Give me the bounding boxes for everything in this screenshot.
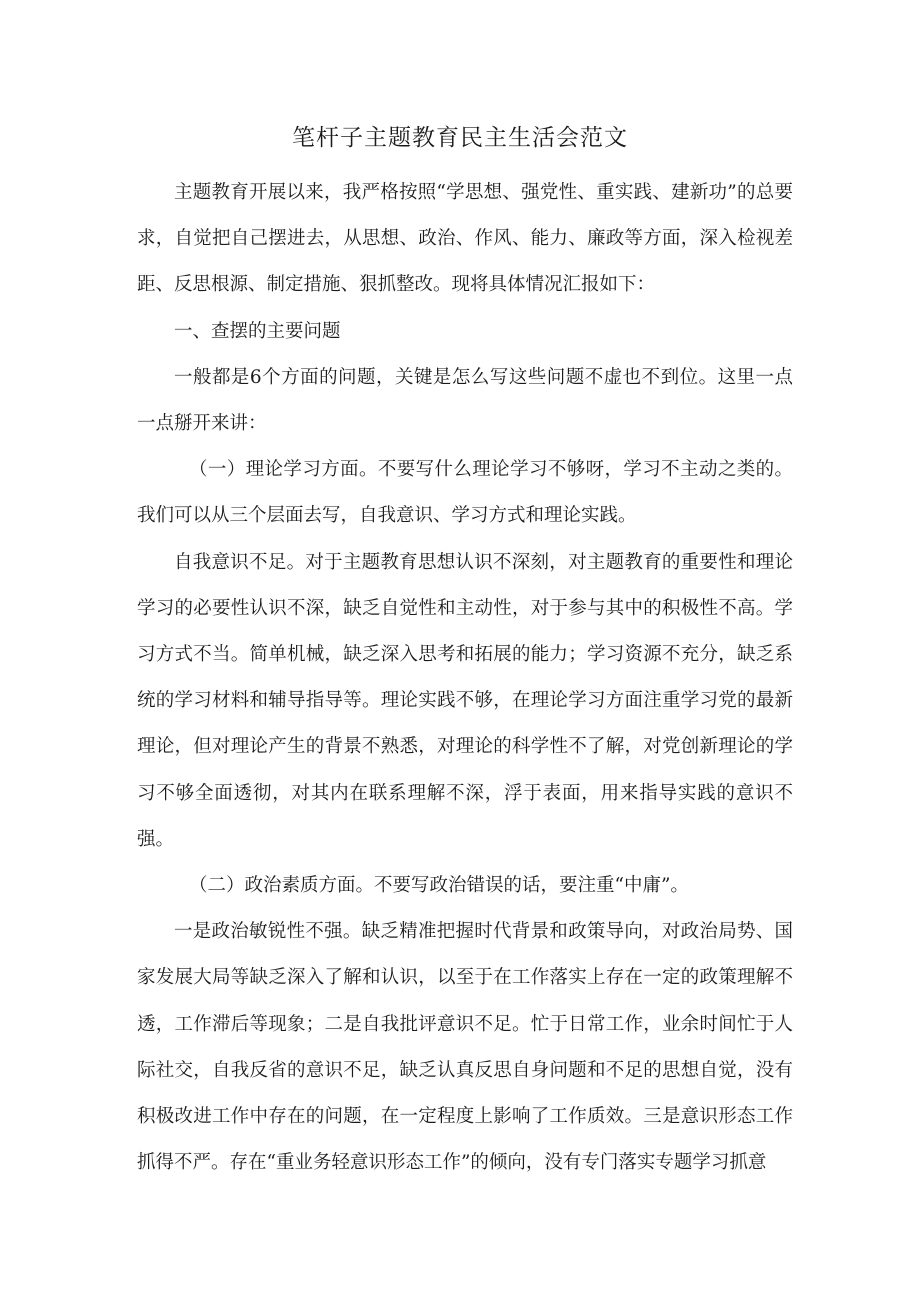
body-paragraph: 自我意识不足。对于主题教育思想认识不深刻，对主题教育的重要性和理论学习的必要性认识不深，缺乏自觉性和主动性，对于参与其中的积极性不高。学习方式不当。简单机械，缺乏深入思考和拓展的能力；学习资源不充分，缺乏系统的学习材料和辅导指导等。理论实践不够，在理论学习方面注重学习党的最新理论，但对理论产生的背景不熟悉，对理论的科学性不了解，对党创新理论的学习不够全面透彻，对其内在联系理解不深，浮于表面，用来指导实践的意识不强。 [137, 551, 793, 850]
subsection-heading-theory: （一）理论学习方面。不要写什么理论学习不够呀，学习不主动之类的。我们可以从三个层面去写，自我意识、学习方式和理论实践。 [137, 459, 793, 527]
body-paragraph: 一是政治敏锐性不强。缺乏精准把握时代背景和政策导向，对政治局势、国家发展大局等缺乏深入了解和认识，以至于在工作落实上存在一定的政策理解不透，工作滞后等现象；二是自我批评意识不足。忙于日常工作，业余时间忙于人际社交，自我反省的意识不足，缺乏认真反思自身问题和不足的思想自觉，没有积极改进工作中存在的问题，在一定程度上影响了工作质效。三是意识形态工作抓得不严。存在“重业务轻意识形态工作”的倾向，没有专门落实专题学习抓意 [137, 921, 793, 1174]
intro-paragraph: 主题教育开展以来，我严格按照“学思想、强党性、重实践、建新功”的总要求，自觉把自己摆进去，从思想、政治、作风、能力、廉政等方面，深入检视差距、反思根源、制定措施、狠抓整改。现将具体情况汇报如下： [137, 182, 793, 296]
section-heading: 一、查摆的主要问题 [174, 320, 341, 342]
body-paragraph: 一般都是6个方面的问题，关键是怎么写这些问题不虚也不到位。这里一点一点掰开来讲： [137, 366, 793, 435]
document-body [137, 170, 793, 1186]
document-title: 笔杆子主题教育民主生活会范文 [292, 125, 628, 151]
subsection-heading-politics: （二）政治素质方面。不要写政治错误的话，要注重“中庸”。 [189, 875, 689, 897]
